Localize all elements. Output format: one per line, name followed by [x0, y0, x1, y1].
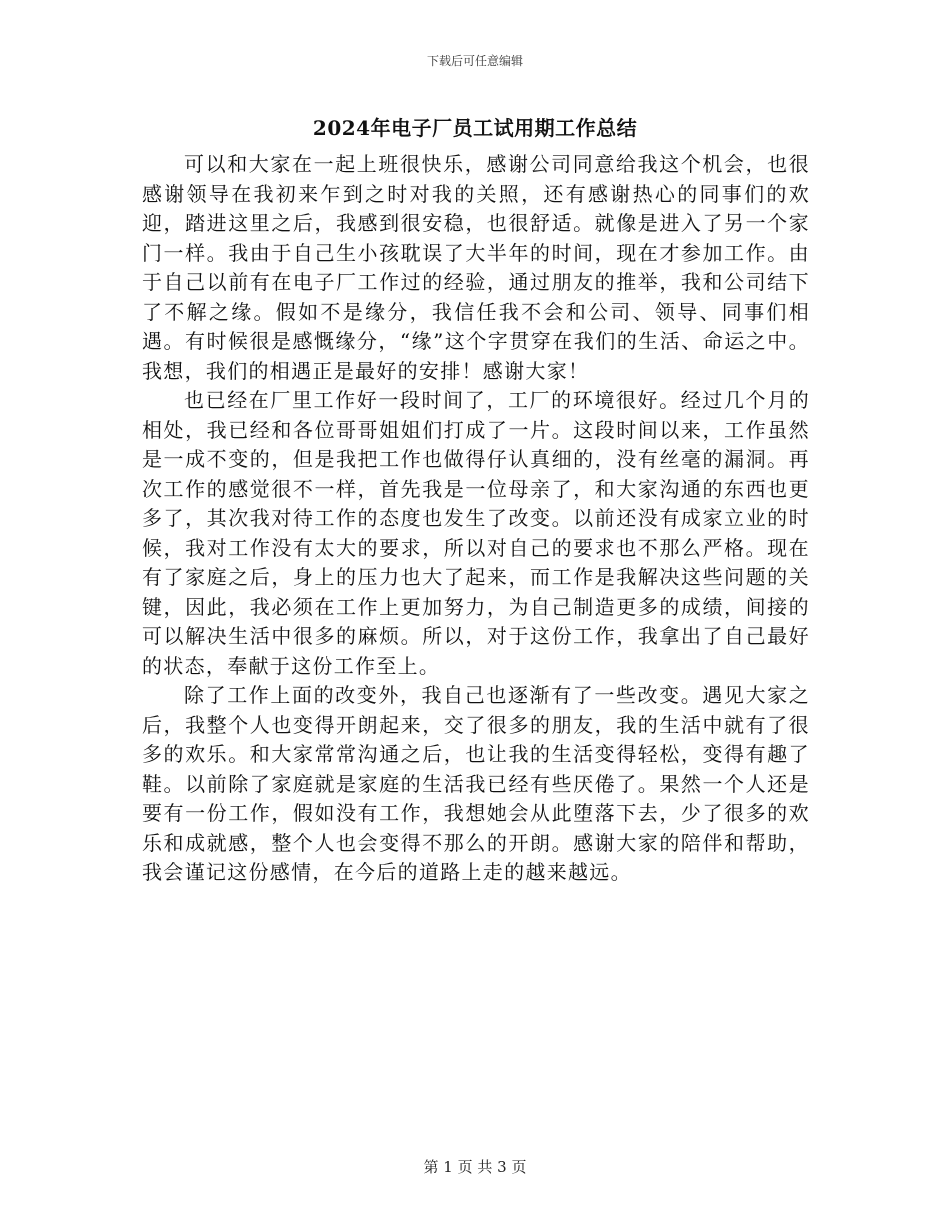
paragraph-2: 也已经在厂里工作好一段时间了，工厂的环境很好。经过几个月的相处，我已经和各位哥哥姐姐们打成了一片。这段时间以来，工作虽然是一成不变的，但是我把工作也做得仔认真细的，没有丝毫的漏洞。再次工作的感觉很不一样，首先我是一位母亲了，和大家沟通的东西也更多了，其次我对待工作的态度也发生了改变。以前还没有成家立业的时候，我对工作没有太大的要求，所以对自己的要求也不那么严格。现在有了家庭之后，身上的压力也大了起来，而工作是我解决这些问题的关键，因此，我必须在工作上更加努力，为自己制造更多的成绩，间接的可以解决生活中很多的麻烦。所以，对于这份工作，我拿出了自己最好的状态，奉献于这份工作至上。	[142, 388, 810, 678]
page-number: 第 1 页 共 3 页	[423, 1158, 527, 1176]
paragraph-1: 可以和大家在一起上班很快乐，感谢公司同意给我这个机会，也很感谢领导在我初来乍到之时对我的关照，还有感谢热心的同事们的欢迎，踏进这里之后，我感到很安稳，也很舒适。就像是进入了另一个家门一样。我由于自己生小孩耽误了大半年的时间，现在才参加工作。由于自己以前有在电子厂工作过的经验，通过朋友的推举，我和公司结下了不解之缘。假如不是缘分，我信任我不会和公司、领导、同事们相遇。有时候很是感慨缘分，“缘”这个字贯穿在我们的生活、命运之中。我想，我们的相遇正是最好的安排！感谢大家！	[142, 152, 810, 383]
document-title: 2024年电子厂员工试用期工作总结	[312, 116, 638, 140]
download-note: 下载后可任意编辑	[426, 54, 523, 68]
document-body	[142, 150, 810, 888]
paragraph-3: 除了工作上面的改变外，我自己也逐渐有了一些改变。遇见大家之后，我整个人也变得开朗起来，交了很多的朋友，我的生活中就有了很多的欢乐。和大家常常沟通之后，也让我的生活变得轻松，变得有趣了鞋。以前除了家庭就是家庭的生活我已经有些厌倦了。果然一个人还是要有一份工作，假如没有工作，我想她会从此堕落下去，少了很多的欢乐和成就感，整个人也会变得不那么的开朗。感谢大家的陪伴和帮助，我会谨记这份感情，在今后的道路上走的越来越远。	[142, 683, 810, 884]
